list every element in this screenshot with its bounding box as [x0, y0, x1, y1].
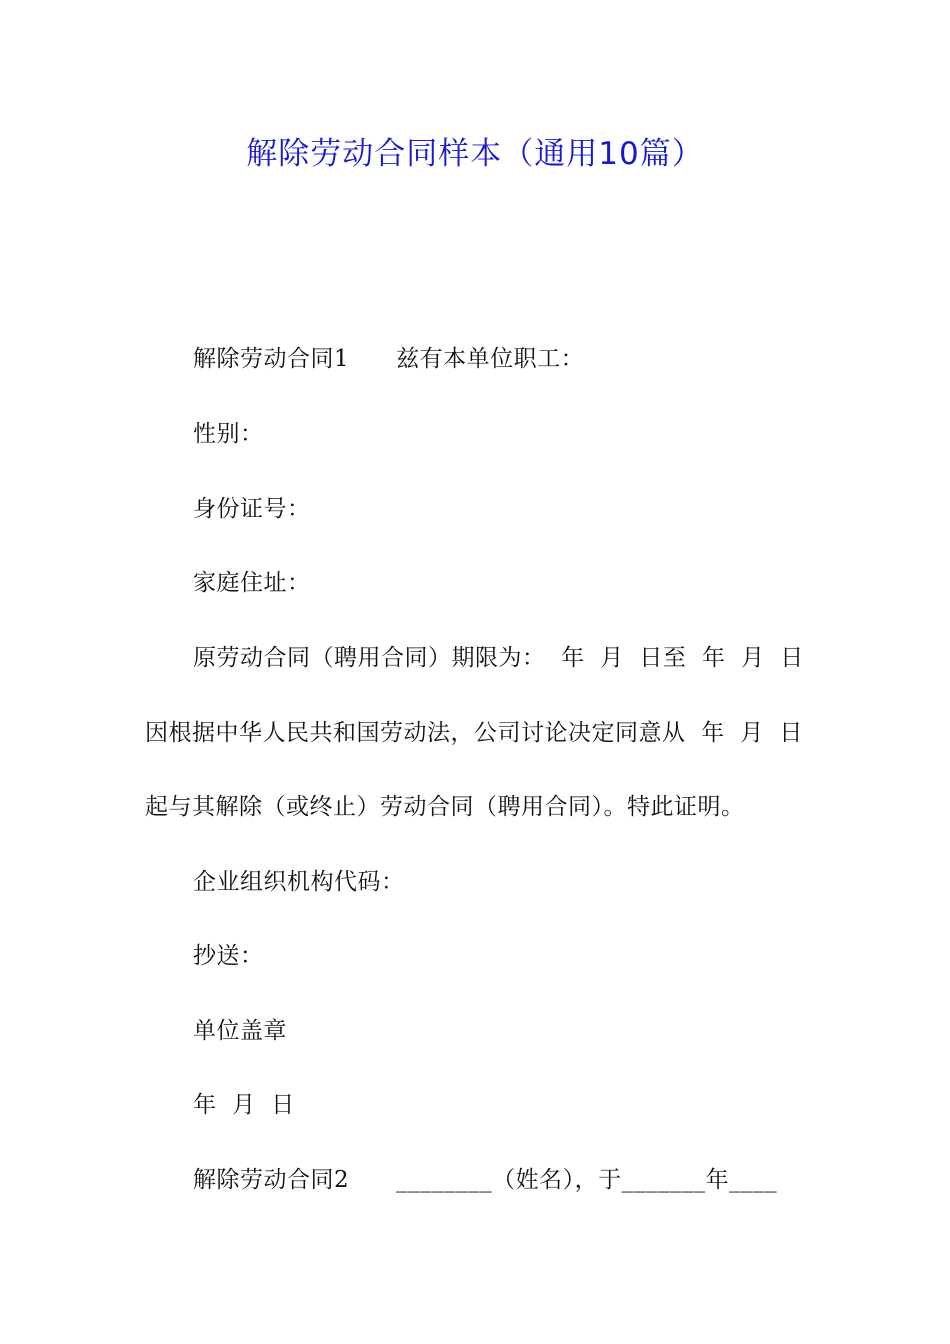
paragraph-line: 解除劳动合同1 兹有本单位职工： [193, 346, 585, 372]
paragraph-line: 解除劳动合同2 ________（姓名），于_______年____ [193, 1167, 778, 1193]
paragraph-line: 单位盖章 [193, 1018, 287, 1044]
paragraph-line: 家庭住址： [193, 570, 311, 596]
paragraph-line: 企业组织机构代码： [193, 869, 405, 895]
document-title: 解除劳动合同样本（通用10篇） [246, 136, 704, 172]
paragraph-line: 身份证号： [193, 496, 311, 522]
paragraph-line: 因根据中华人民共和国劳动法，公司讨论决定同意从 年 月 日 [145, 720, 803, 746]
paragraph-line: 原劳动合同（聘用合同）期限为： 年 月 日至 年 月 日 [193, 645, 804, 671]
paragraph-line: 年 月 日 [193, 1092, 295, 1118]
paragraph-line: 抄送： [193, 943, 264, 969]
paragraph-line: 起与其解除（或终止）劳动合同（聘用合同）。特此证明。 [145, 794, 745, 820]
paragraph-line: 性别： [193, 421, 264, 447]
